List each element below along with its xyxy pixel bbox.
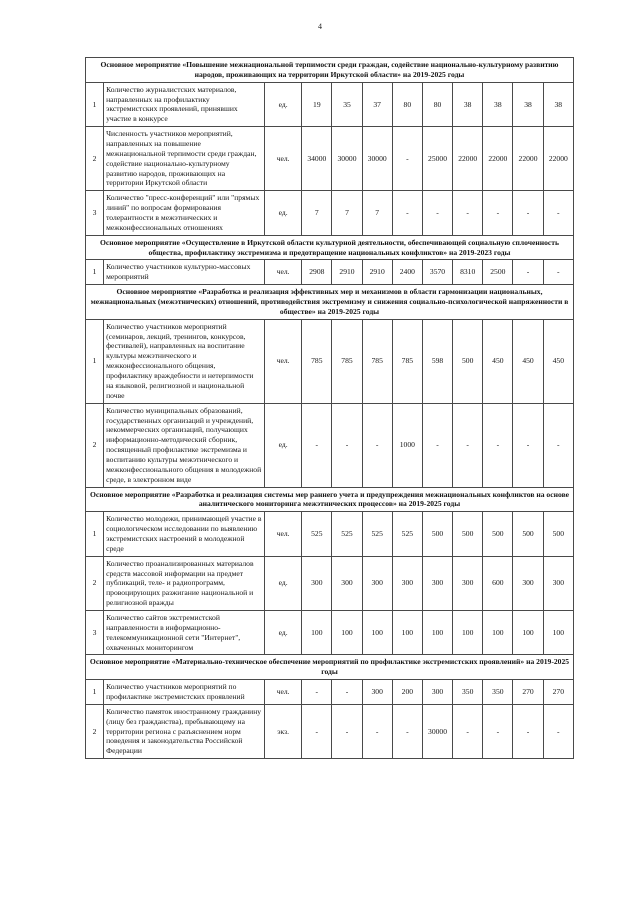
value-cell: 22000 xyxy=(453,127,483,191)
value-cell: - xyxy=(513,191,543,235)
row-number: 2 xyxy=(86,127,104,191)
row-number: 1 xyxy=(86,680,104,705)
value-cell: 8310 xyxy=(453,260,483,285)
indicator-name: Количество участников мероприятий по профилактике экстремистских проявлений xyxy=(104,680,265,705)
value-cell: - xyxy=(332,403,362,487)
value-cell: 100 xyxy=(332,610,362,654)
value-cell: - xyxy=(543,191,573,235)
value-cell: 300 xyxy=(302,556,332,610)
value-cell: - xyxy=(332,680,362,705)
value-cell: 300 xyxy=(362,556,392,610)
value-cell: - xyxy=(543,260,573,285)
value-cell: 270 xyxy=(543,680,573,705)
value-cell: 100 xyxy=(483,610,513,654)
section-title: Основное мероприятие «Материально-техническое обеспечение мероприятий по профилактике экстремистских проявлений» на 2019-2025 годы xyxy=(86,655,574,680)
table-row xyxy=(86,82,574,126)
value-cell: - xyxy=(422,191,452,235)
value-cell: 100 xyxy=(362,610,392,654)
value-cell: 25000 xyxy=(422,127,452,191)
value-cell: 37 xyxy=(362,82,392,126)
table-row xyxy=(86,610,574,654)
row-number: 1 xyxy=(86,512,104,556)
value-cell: 7 xyxy=(332,191,362,235)
indicator-name: Количество "пресс-конференций" или "прямых линий" по вопросам формирования толерантности в межэтнических и межконфессиональных отношениях xyxy=(104,191,265,235)
value-cell: 450 xyxy=(543,319,573,403)
unit-cell: чел. xyxy=(265,319,302,403)
unit-cell: ед. xyxy=(265,610,302,654)
value-cell: - xyxy=(302,680,332,705)
value-cell: 100 xyxy=(543,610,573,654)
section-header-row xyxy=(86,655,574,680)
value-cell: - xyxy=(453,403,483,487)
indicator-name: Количество сайтов экстремистской направленности в информационно-телекоммуникационной сети "Интернет", охваченных мониторингом xyxy=(104,610,265,654)
value-cell: 350 xyxy=(453,680,483,705)
value-cell: 600 xyxy=(483,556,513,610)
value-cell: 300 xyxy=(362,680,392,705)
value-cell: - xyxy=(543,403,573,487)
section-title: Основное мероприятие «Разработка и реализация эффективных мер и механизмов в области гармонизации национальных, межнациональных (межэтнических) отношений, противодействия экстремизму и снижения социально-психологической напряженности в обществе» на 2019-2025 годы xyxy=(86,285,574,320)
value-cell: 100 xyxy=(453,610,483,654)
value-cell: 38 xyxy=(543,82,573,126)
value-cell: 38 xyxy=(513,82,543,126)
value-cell: - xyxy=(392,191,422,235)
value-cell: 525 xyxy=(302,512,332,556)
value-cell: - xyxy=(362,704,392,758)
table-row xyxy=(86,680,574,705)
value-cell: - xyxy=(302,403,332,487)
table-row xyxy=(86,403,574,487)
value-cell: 35 xyxy=(332,82,362,126)
value-cell: 500 xyxy=(422,512,452,556)
row-number: 1 xyxy=(86,82,104,126)
value-cell: - xyxy=(453,191,483,235)
value-cell: - xyxy=(483,704,513,758)
value-cell: 500 xyxy=(513,512,543,556)
value-cell: 785 xyxy=(332,319,362,403)
indicator-name: Количество проанализированных материалов средств массовой информации на предмет публикаций, теле- и радиопрограмм, провоцирующих разжигание национальной и религиозной вражды xyxy=(104,556,265,610)
table-row xyxy=(86,260,574,285)
table-row xyxy=(86,127,574,191)
unit-cell: ед. xyxy=(265,191,302,235)
value-cell: - xyxy=(392,704,422,758)
value-cell: - xyxy=(332,704,362,758)
page-number: 4 xyxy=(318,22,322,31)
section-header-row xyxy=(86,487,574,512)
value-cell: 7 xyxy=(362,191,392,235)
value-cell: 525 xyxy=(362,512,392,556)
row-number: 2 xyxy=(86,556,104,610)
table-row xyxy=(86,191,574,235)
section-header-row xyxy=(86,58,574,83)
indicators-table-container xyxy=(85,57,574,759)
unit-cell: чел. xyxy=(265,260,302,285)
value-cell: - xyxy=(392,127,422,191)
value-cell: 38 xyxy=(483,82,513,126)
value-cell: 80 xyxy=(392,82,422,126)
value-cell: 22000 xyxy=(543,127,573,191)
value-cell: - xyxy=(422,403,452,487)
value-cell: 500 xyxy=(453,512,483,556)
indicators-table xyxy=(85,57,574,759)
value-cell: 785 xyxy=(362,319,392,403)
row-number: 2 xyxy=(86,403,104,487)
value-cell: 450 xyxy=(483,319,513,403)
value-cell: 500 xyxy=(543,512,573,556)
table-row xyxy=(86,704,574,758)
value-cell: 80 xyxy=(422,82,452,126)
value-cell: 785 xyxy=(302,319,332,403)
unit-cell: ед. xyxy=(265,556,302,610)
unit-cell: чел. xyxy=(265,512,302,556)
value-cell: 785 xyxy=(392,319,422,403)
value-cell: - xyxy=(513,403,543,487)
value-cell: 30000 xyxy=(332,127,362,191)
value-cell: 2910 xyxy=(332,260,362,285)
value-cell: 525 xyxy=(392,512,422,556)
value-cell: 300 xyxy=(453,556,483,610)
value-cell: 2908 xyxy=(302,260,332,285)
value-cell: 30000 xyxy=(362,127,392,191)
unit-cell: экз. xyxy=(265,704,302,758)
row-number: 1 xyxy=(86,319,104,403)
value-cell: - xyxy=(513,704,543,758)
value-cell: 2910 xyxy=(362,260,392,285)
value-cell: 525 xyxy=(332,512,362,556)
unit-cell: чел. xyxy=(265,680,302,705)
table-row xyxy=(86,512,574,556)
section-title: Основное мероприятие «Разработка и реализация системы мер раннего учета и предупреждения межнациональных конфликтов на основе аналитического мониторинга межэтнических процессов» на 2019-2025 годы xyxy=(86,487,574,512)
value-cell: 500 xyxy=(453,319,483,403)
table-row xyxy=(86,319,574,403)
section-title: Основное мероприятие «Повышение межнациональной терпимости среди граждан, содействие национально-культурному развитию народов, проживающих на территории Иркутской области» на 2019-2025 годы xyxy=(86,58,574,83)
row-number: 3 xyxy=(86,191,104,235)
value-cell: 300 xyxy=(422,556,452,610)
value-cell: 100 xyxy=(392,610,422,654)
value-cell: 300 xyxy=(543,556,573,610)
value-cell: - xyxy=(453,704,483,758)
value-cell: 22000 xyxy=(483,127,513,191)
value-cell: 3570 xyxy=(422,260,452,285)
indicator-name: Численность участников мероприятий, направленных на повышение межнациональной терпимости среди граждан, содействие национально-культурному развитию народов, проживающих на территории Иркутской области xyxy=(104,127,265,191)
indicator-name: Количество муниципальных образований, государственных организаций и учреждений, некоммерческих организаций, получающих информационно-методический сборник, посвященный профилактике экстремизма и воспитанию культуры межэтнического и межконфессионального общения в молодежной среде, в электронном виде xyxy=(104,403,265,487)
value-cell: 22000 xyxy=(513,127,543,191)
value-cell: 100 xyxy=(513,610,543,654)
value-cell: 300 xyxy=(332,556,362,610)
value-cell: 7 xyxy=(302,191,332,235)
indicator-name: Количество молодежи, принимающей участие в социологическом исследовании по выявлению экстремистских настроений в молодежной среде xyxy=(104,512,265,556)
indicator-name: Количество памяток иностранному гражданину (лицу без гражданства), пребывающему на территории региона с разъяснением норм поведения и законодательства Российской Федерации xyxy=(104,704,265,758)
value-cell: 2500 xyxy=(483,260,513,285)
value-cell: 300 xyxy=(422,680,452,705)
value-cell: - xyxy=(543,704,573,758)
indicators-table-body xyxy=(86,58,574,759)
value-cell: - xyxy=(513,260,543,285)
value-cell: 19 xyxy=(302,82,332,126)
value-cell: - xyxy=(302,704,332,758)
value-cell: 100 xyxy=(422,610,452,654)
section-header-row xyxy=(86,235,574,260)
value-cell: 34000 xyxy=(302,127,332,191)
value-cell: 270 xyxy=(513,680,543,705)
value-cell: - xyxy=(483,191,513,235)
table-row xyxy=(86,556,574,610)
section-header-row xyxy=(86,285,574,320)
value-cell: 2400 xyxy=(392,260,422,285)
value-cell: 200 xyxy=(392,680,422,705)
value-cell: 350 xyxy=(483,680,513,705)
unit-cell: ед. xyxy=(265,403,302,487)
value-cell: - xyxy=(362,403,392,487)
value-cell: - xyxy=(483,403,513,487)
value-cell: 500 xyxy=(483,512,513,556)
indicator-name: Количество участников мероприятий (семинаров, лекций, тренингов, конкурсов, фестивалей), направленных на воспитание культуры межэтнического и межконфессионального общения, профилактику враждебности и нетерпимости на языковой, религиозной и национальной почве xyxy=(104,319,265,403)
indicator-name: Количество участников культурно-массовых мероприятий xyxy=(104,260,265,285)
row-number: 2 xyxy=(86,704,104,758)
value-cell: 300 xyxy=(392,556,422,610)
value-cell: 300 xyxy=(513,556,543,610)
value-cell: 30000 xyxy=(422,704,452,758)
indicator-name: Количество журналистских материалов, направленных на профилактику экстремистских проявлений, принявших участие в конкурсе xyxy=(104,82,265,126)
value-cell: 598 xyxy=(422,319,452,403)
unit-cell: чел. xyxy=(265,127,302,191)
row-number: 1 xyxy=(86,260,104,285)
value-cell: 100 xyxy=(302,610,332,654)
unit-cell: ед. xyxy=(265,82,302,126)
value-cell: 1000 xyxy=(392,403,422,487)
section-title: Основное мероприятие «Осуществление в Иркутской области культурной деятельности, обеспечивающей социальную сплоченность общества, профилактику экстремизма и предотвращение национальных конфликтов» на 2019-2023 годы xyxy=(86,235,574,260)
value-cell: 450 xyxy=(513,319,543,403)
value-cell: 38 xyxy=(453,82,483,126)
row-number: 3 xyxy=(86,610,104,654)
